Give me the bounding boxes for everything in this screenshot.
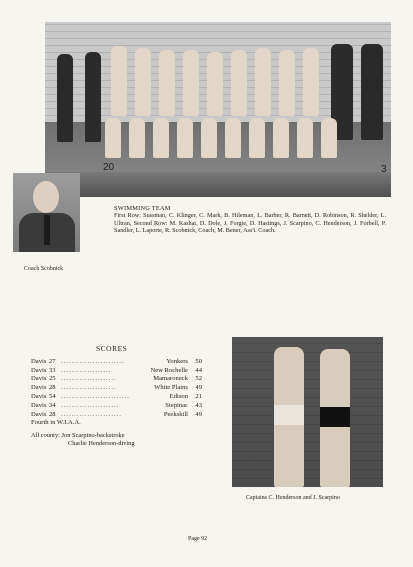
coach-figure — [361, 44, 383, 140]
team-score: 28 — [49, 384, 56, 392]
all-county-list — [31, 432, 135, 448]
all-county-entry: Jon Scarpino-backstroke — [61, 432, 125, 439]
swimmer-figure — [129, 118, 145, 158]
swimmer-figure — [273, 118, 289, 158]
leader-dots: ....................... — [61, 410, 122, 418]
opponent-name: Mamaroneck — [153, 375, 188, 383]
score-row — [31, 357, 202, 366]
all-county-label: All county: — [31, 432, 60, 439]
coach-head — [33, 181, 59, 213]
team-name: Davis — [31, 357, 47, 365]
swimmer-figure — [111, 46, 127, 116]
team-score: 34 — [49, 401, 56, 409]
swimmer-figure — [255, 48, 271, 116]
opponent-score: 21 — [195, 393, 202, 401]
scores-title: SCORES — [96, 344, 128, 353]
leader-dots: .......................... — [61, 393, 130, 401]
swimmer-figure — [85, 52, 101, 142]
opponent-name: White Plains — [154, 384, 188, 392]
swimmer-figure — [135, 48, 151, 116]
team-score: 54 — [49, 393, 56, 401]
coach-photo — [13, 173, 80, 252]
team-name: Davis — [31, 366, 47, 374]
pool-edge — [45, 172, 391, 197]
team-caption-body: First Row: Sussman, C. Klinger, C. Mark, B. Hileman, L. Barber, R. Barnett, D. Robinson, R. Shelder, L. Ultran, Second Row: M. Kashat, D. Dole, J. Forgie, D. Hastings, J. Scarpino, C. Henderson, J. Forbell, P. Sandler, L. Laporte, R. Scobnick, Coach, M. Bener, Ass't. Coach. — [114, 212, 386, 234]
swim-trunks — [274, 405, 304, 425]
team-score: 27 — [49, 357, 56, 365]
score-row — [31, 366, 202, 375]
swimmer-figure — [183, 50, 199, 116]
scores-table — [31, 357, 202, 419]
score-row — [31, 410, 202, 419]
leader-dots: ................... — [61, 366, 112, 374]
team-name: Davis — [31, 375, 47, 383]
team-score: 28 — [49, 410, 56, 418]
swimmer-figure — [207, 52, 223, 116]
captains-caption: Captains C. Henderson and J. Scarpino — [246, 495, 340, 501]
swimmer-figure — [297, 118, 313, 158]
score-row — [31, 401, 202, 410]
team-score: 33 — [49, 366, 56, 374]
swimmer-figure — [177, 118, 193, 158]
lane-number: 20 — [103, 162, 115, 173]
swimmer-figure — [321, 118, 337, 158]
swimmer-figure — [201, 118, 217, 158]
team-name: Davis — [31, 384, 47, 392]
coach-tie — [44, 215, 50, 245]
page-number: Page 92 — [188, 536, 208, 542]
opponent-score: 49 — [195, 384, 202, 392]
opponent-name: Yonkers — [166, 357, 188, 365]
opponent-name: New Rochelle — [150, 366, 188, 374]
team-name: Davis — [31, 401, 47, 409]
swimmer-figure — [105, 118, 121, 158]
opponent-name: Edison — [169, 393, 188, 401]
all-county-line — [31, 432, 135, 440]
opponent-score: 43 — [195, 401, 202, 409]
swimmer-figure — [57, 54, 73, 142]
leader-dots: ..................... — [61, 384, 117, 392]
swim-trunks — [320, 407, 350, 427]
swimmer-figure — [159, 50, 175, 116]
team-caption-title: SWIMMING TEAM — [114, 205, 171, 212]
all-county-entry: Charlie Henderson-diving — [68, 440, 135, 447]
coach-caption: Coach Scobnick — [24, 266, 64, 272]
opponent-name: Stepinac — [165, 401, 188, 409]
league-standing: Fourth in W.I.A.A. — [31, 419, 81, 426]
score-row — [31, 375, 202, 384]
opponent-score: 50 — [195, 357, 202, 365]
captains-photo — [232, 337, 383, 487]
swimmer-figure — [303, 48, 319, 116]
team-name: Davis — [31, 410, 47, 418]
opponent-score: 44 — [195, 366, 202, 374]
team-caption — [114, 205, 386, 234]
opponent-score: 52 — [195, 375, 202, 383]
team-photo — [45, 22, 391, 197]
swimmer-figure — [153, 118, 169, 158]
opponent-name: Peekskill — [163, 410, 188, 418]
team-score: 25 — [49, 375, 56, 383]
leader-dots: ..................... — [61, 375, 117, 383]
score-row — [31, 383, 202, 392]
opponent-score: 49 — [195, 410, 202, 418]
swimmer-figure — [249, 118, 265, 158]
team-name: Davis — [31, 393, 47, 401]
leader-dots: ...................... — [61, 401, 120, 409]
score-row — [31, 392, 202, 401]
swimmer-figure — [225, 118, 241, 158]
swimmer-figure — [279, 50, 295, 116]
swimmer-figure — [231, 50, 247, 116]
lane-number: 3 — [381, 164, 387, 175]
leader-dots: ........................ — [61, 357, 125, 365]
tile-wall — [232, 337, 383, 487]
